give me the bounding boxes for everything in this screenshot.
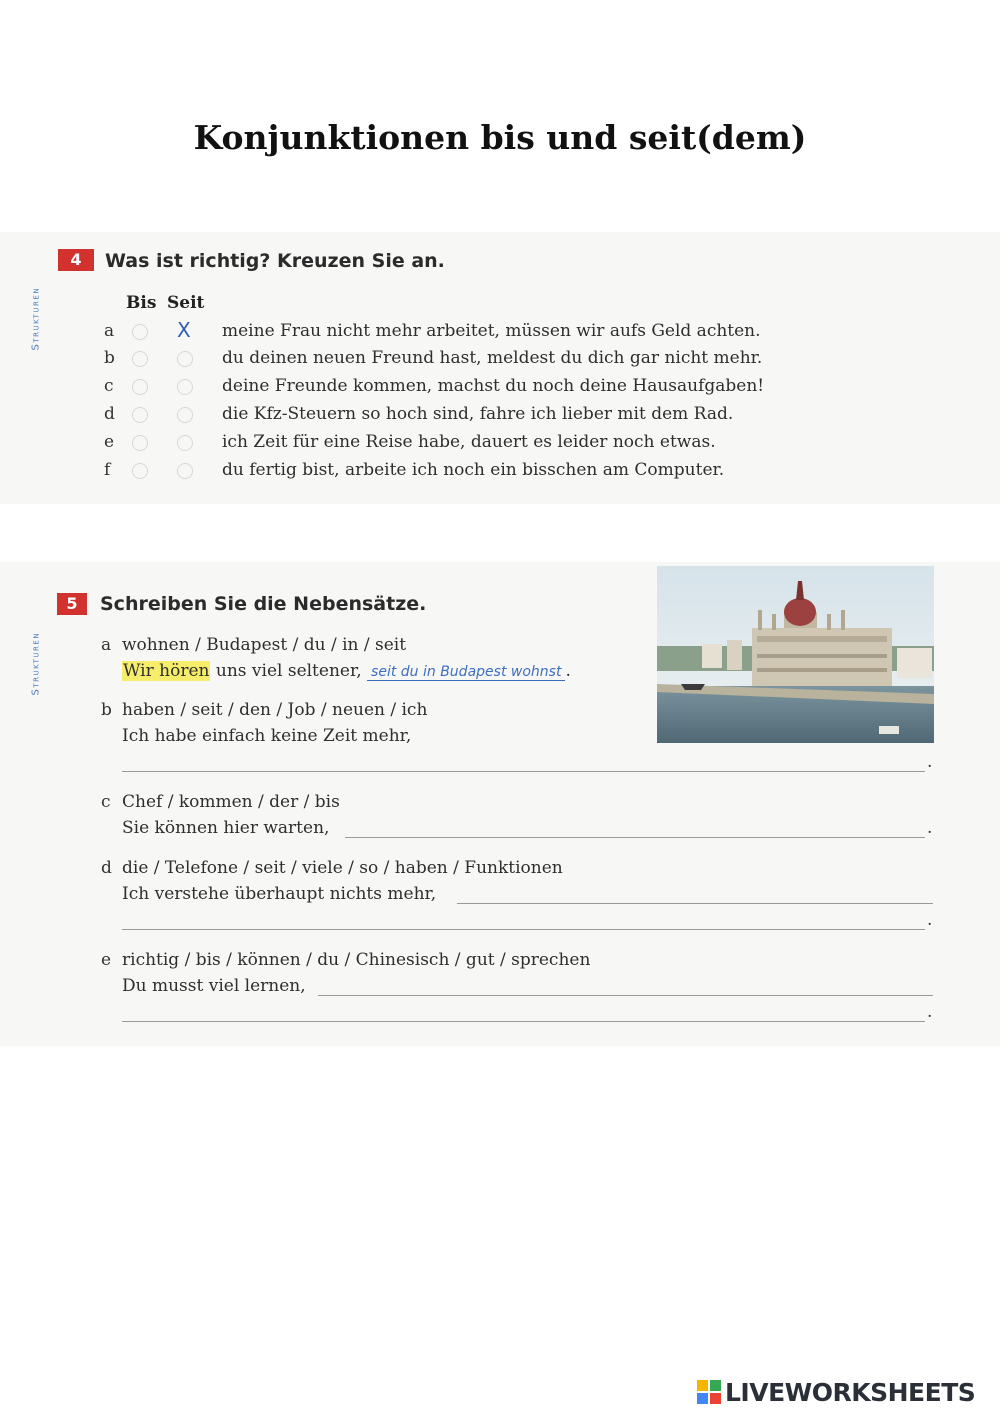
radio-bis[interactable] (132, 351, 148, 367)
item-prompt: Wir hören uns viel seltener, seit du in Budapest wohnst . (123, 661, 571, 681)
row-letter: b (104, 348, 115, 368)
row-text: ich Zeit für eine Reise habe, dauert es leider noch etwas. (222, 432, 716, 452)
answer-line[interactable] (122, 929, 925, 930)
item-prompt: Sie können hier warten, (122, 818, 330, 838)
period: . (927, 752, 933, 772)
answer-line[interactable] (318, 995, 933, 996)
answer-line[interactable] (122, 1021, 925, 1022)
row-text: deine Freunde kommen, machst du noch deine Hausaufgaben! (222, 376, 765, 396)
prompt-rest: uns viel seltener, (210, 661, 362, 681)
item-letter: c (101, 792, 111, 812)
item-prompt: Du musst viel lernen, (122, 976, 306, 996)
row-letter: e (104, 432, 115, 452)
choice-row (0, 404, 1000, 432)
row-letter: f (104, 460, 111, 480)
brand-name: LIVEWORKSHEETS (725, 1377, 976, 1407)
exercise-number-badge: 5 (57, 593, 87, 615)
choice-row (0, 432, 1000, 460)
choice-row (0, 318, 1000, 349)
item-words: Chef / kommen / der / bis (122, 792, 340, 812)
answer-line[interactable] (122, 771, 925, 772)
item-letter: d (101, 858, 112, 878)
row-text: meine Frau nicht mehr arbeitet, müssen wir aufs Geld achten. (222, 321, 761, 341)
period: . (927, 818, 933, 838)
item-words: wohnen / Budapest / du / in / seit (122, 635, 407, 655)
row-text: du deinen neuen Freund hast, meldest du dich gar nicht mehr. (222, 348, 763, 368)
radio-bis[interactable] (132, 407, 148, 423)
choice-row (0, 348, 1000, 376)
choice-row (0, 376, 1000, 404)
radio-bis[interactable] (132, 435, 148, 451)
page-title: Konjunktionen bis und seit(dem) (193, 118, 807, 157)
row-letter: d (104, 404, 115, 424)
answer-line[interactable] (457, 903, 933, 904)
liveworksheets-logo (697, 1377, 975, 1407)
radio-seit[interactable] (177, 435, 193, 451)
radio-bis[interactable] (132, 463, 148, 479)
radio-seit[interactable] (177, 463, 193, 479)
radio-bis[interactable] (132, 379, 148, 395)
item-prompt: Ich habe einfach keine Zeit mehr, (122, 726, 412, 746)
item-letter: e (101, 950, 112, 970)
budapest-parliament-photo (657, 566, 934, 743)
period: . (927, 1002, 933, 1022)
radio-seit[interactable] (177, 379, 193, 395)
item-words: richtig / bis / können / du / Chinesisch / gut / sprechen (122, 950, 591, 970)
answer-line[interactable] (345, 837, 925, 838)
row-text: du fertig bist, arbeite ich noch ein bisschen am Computer. (222, 460, 725, 480)
exercise-4-instruction: Was ist richtig? Kreuzen Sie an. (105, 250, 445, 272)
item-letter: b (101, 700, 112, 720)
row-letter: a (104, 321, 115, 341)
choice-row (0, 460, 1000, 488)
column-header-seit: Seit (167, 293, 205, 313)
radio-seit[interactable] (177, 407, 193, 423)
exercise-number-badge: 4 (58, 249, 94, 271)
item-prompt: Ich verstehe überhaupt nichts mehr, (122, 884, 437, 904)
highlighted-text: Wir hören (123, 661, 210, 681)
side-label-strukturen: Strukturen (30, 286, 42, 351)
period: . (927, 910, 933, 930)
item-words: haben / seit / den / Job / neuen / ich (122, 700, 428, 720)
check-mark-seit[interactable]: X (177, 318, 191, 342)
item-words: die / Telefone / seit / viele / so / haben / Funktionen (122, 858, 563, 878)
radio-bis[interactable] (132, 324, 148, 340)
item-letter: a (101, 635, 112, 655)
row-text: die Kfz-Steuern so hoch sind, fahre ich lieber mit dem Rad. (222, 404, 734, 424)
radio-seit[interactable] (177, 351, 193, 367)
handwritten-answer[interactable]: seit du in Budapest wohnst (367, 664, 565, 681)
row-letter: c (104, 376, 114, 396)
side-label-strukturen: Strukturen (30, 631, 42, 696)
liveworksheets-logo-icon (697, 1380, 721, 1404)
exercise-5-instruction: Schreiben Sie die Nebensätze. (100, 593, 427, 615)
column-header-bis: Bis (126, 293, 157, 313)
